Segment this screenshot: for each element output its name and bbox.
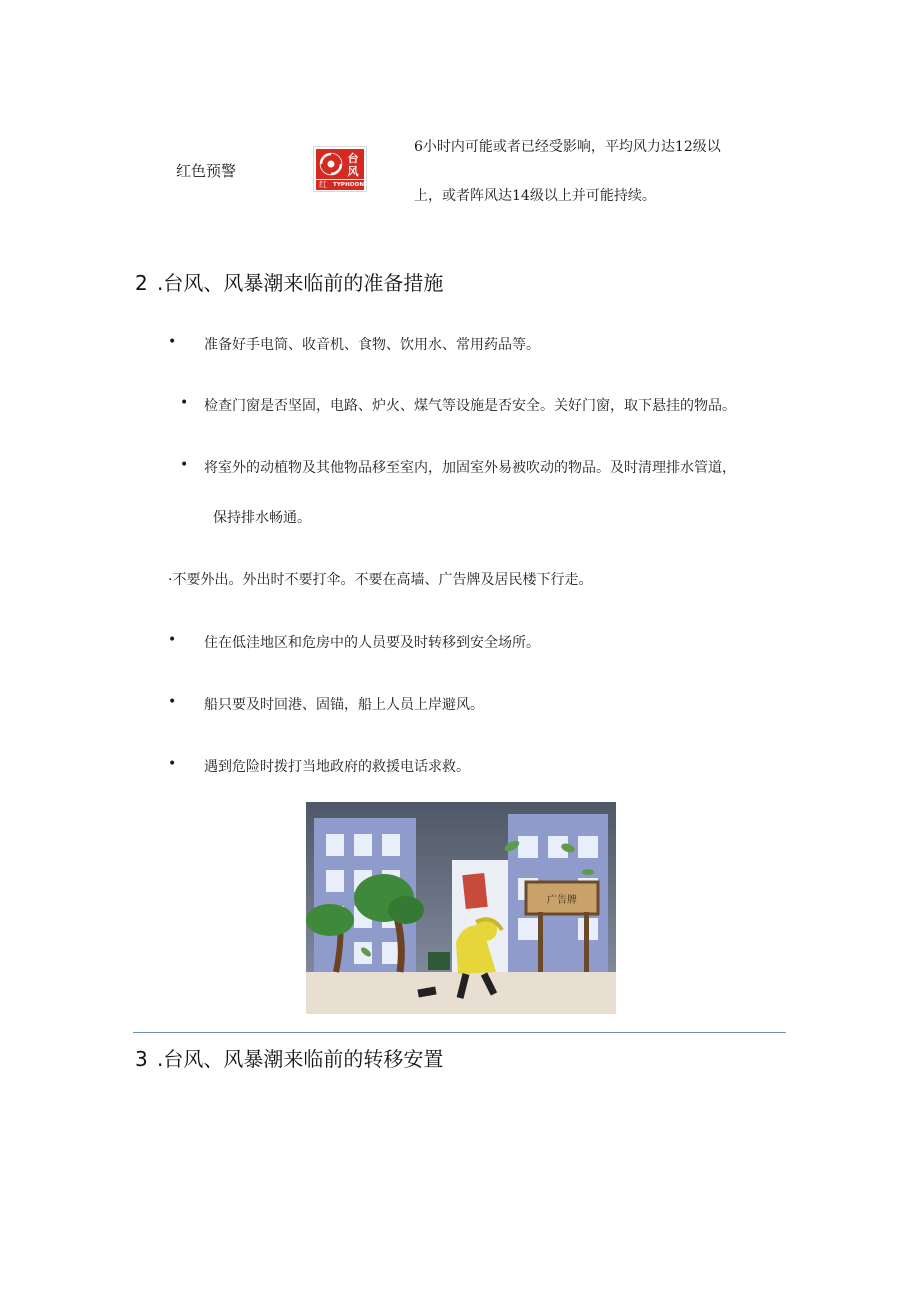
badge-bottom: [316, 180, 364, 190]
list-item: 船只要及时回港、固锚，船上人员上岸避风。: [204, 697, 484, 713]
list-item: 准备好手电筒、收音机、食物、饮用水、常用药品等。: [204, 337, 540, 353]
typhoon-icon: [318, 151, 344, 177]
list-item-continuation: 保持排水畅通。: [213, 510, 311, 526]
section-2-number: 2: [135, 271, 148, 295]
warning-description-line1: 6小时内可能或者已经受影响，平均风力达12级以: [414, 139, 721, 155]
warning-level-label: 红色预警: [176, 162, 237, 180]
list-item: 住在低洼地区和危房中的人员要及时转移到安全场所。: [204, 635, 540, 651]
bullet-dot: •: [168, 756, 177, 772]
badge-level: 红: [319, 180, 327, 189]
typhoon-red-warning-badge: [313, 146, 367, 192]
list-item: 遇到危险时拨打当地政府的救援电话求救。: [204, 759, 470, 775]
bullet-dot: •: [168, 694, 177, 710]
bullet-dot: •: [180, 395, 189, 411]
bullet-dot: •: [180, 457, 189, 473]
list-item: ·不要外出。外出时不要打伞。不要在高墙、广告牌及居民楼下行走。: [168, 572, 593, 588]
list-item: 检查门窗是否坚固，电路、炉火、煤气等设施是否安全。关好门窗，取下悬挂的物品。: [204, 398, 736, 414]
bullet-dot: •: [168, 334, 177, 350]
illustration-svg: [306, 802, 616, 1014]
badge-english: TYPHOON: [333, 182, 365, 188]
section-3-title: .台风、风暴潮来临前的转移安置: [157, 1047, 444, 1071]
warning-description-line2: 上，或者阵风达14级以上并可能持续。: [414, 188, 656, 204]
section-2-title: .台风、风暴潮来临前的准备措施: [157, 271, 444, 295]
section-3-number: 3: [135, 1047, 148, 1071]
section-divider: [133, 1032, 786, 1033]
billboard-text: 广告牌: [547, 895, 577, 906]
section-3-heading: [135, 1043, 443, 1072]
badge-top: [316, 149, 364, 179]
typhoon-illustration: [306, 802, 616, 1014]
section-2-heading: [135, 267, 443, 296]
bullet-dot: •: [168, 632, 177, 648]
list-item: 将室外的动植物及其他物品移至室内，加固室外易被吹动的物品。及时清理排水管道，: [204, 460, 736, 476]
badge-title: 台风: [347, 152, 359, 178]
